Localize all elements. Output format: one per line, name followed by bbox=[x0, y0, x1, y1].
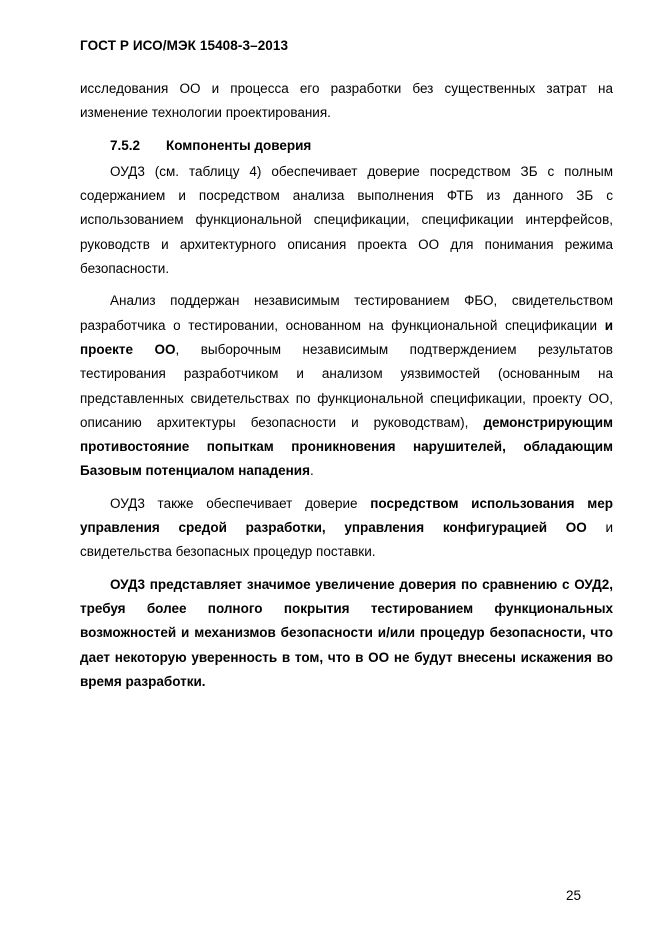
document-body bbox=[80, 77, 613, 702]
document-header: ГОСТ Р ИСО/МЭК 15408-3–2013 bbox=[80, 38, 289, 53]
paragraph-analysis bbox=[80, 289, 613, 483]
text-run: , выборочным независимым подтверждением результатов тестирования разработчиком и анализом уязвимостей (основанным на представленных свидетельствах по функциональной спецификации, проекту ОО, описанию архитектуры безопасности и руководствам), bbox=[80, 341, 613, 430]
paragraph-oud3-also bbox=[80, 492, 613, 565]
paragraph-oud3-summary bbox=[80, 573, 613, 694]
section-number: 7.5.2 bbox=[110, 137, 141, 153]
text-run: ОУД3 также обеспечивает доверие bbox=[110, 495, 371, 511]
bold-run: демонстрирующим противостояние попыткам проникновения нарушителей, обладающим Базовым потенциалом нападения bbox=[80, 414, 613, 479]
bold-run: ОУД3 представляет значимое увеличение доверия по сравнению с ОУД2, требуя более полного покрытия тестированием функциональных возможностей и механизмов безопасности и/или процедур безопасности, что дает некоторую уверенность в том, что в ОО не будут внесены искажения во время разработки. bbox=[80, 576, 613, 689]
bold-run: посредством использования мер управления средой разработки, управления конфигурацией ОО bbox=[80, 495, 613, 536]
page-number: 25 bbox=[566, 888, 582, 903]
section-heading bbox=[80, 134, 613, 158]
text-run: и свидетельства безопасных процедур поставки. bbox=[80, 520, 614, 560]
section-title: Компоненты доверия bbox=[166, 137, 312, 153]
paragraph-oud3-assurance: ОУД3 (см. таблицу 4) обеспечивает доверие посредством ЗБ с полным содержанием и посредством анализа выполнения ФТБ из данного ЗБ с использованием функциональной спецификации, спецификации интерфейсов, руководств и архитектурного описания проекта ОО для понимания режима безопасности. bbox=[80, 163, 613, 277]
paragraph-continuation: исследования ОО и процесса его разработки без существенных затрат на изменение технологии проектирования. bbox=[80, 81, 613, 121]
text-run: Анализ поддержан независимым тестированием ФБО, свидетельством разработчика о тестировании, основанном на функциональной спецификации bbox=[80, 293, 613, 333]
text-run: . bbox=[309, 463, 314, 479]
bold-run: и проекте ОО bbox=[80, 317, 613, 357]
